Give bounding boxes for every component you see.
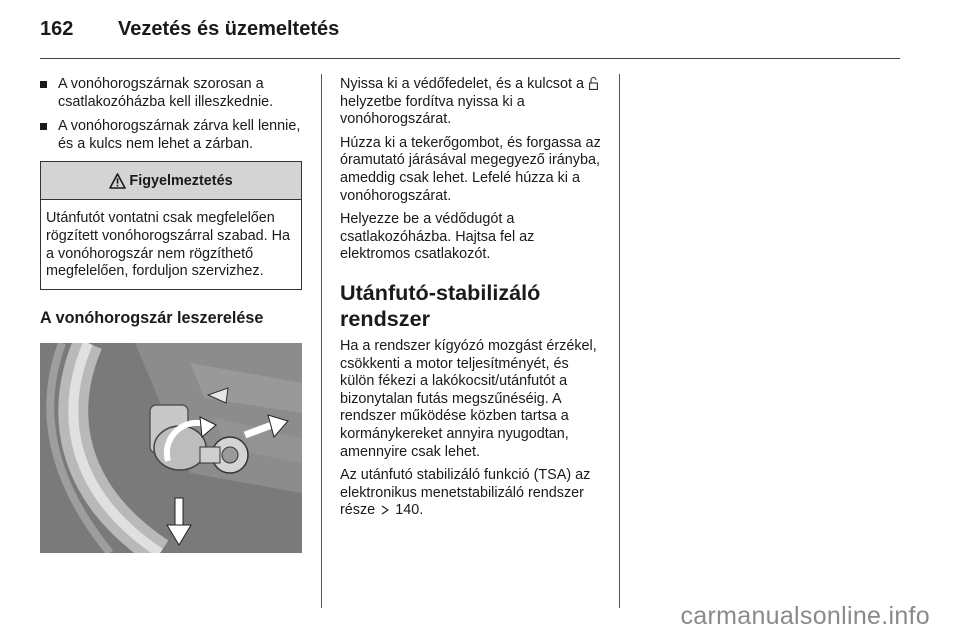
list-item (40, 118, 308, 153)
header-rule (40, 58, 900, 59)
warning-text: Utánfutót vontatni csak megfelelően rögzített vonóhorogszárral szabad. Ha a vonóhorogszár nem rögzíthető megfelelően, forduljon szervizhez. (46, 210, 290, 280)
section-title: Utánfutó-stabilizáló rendszer (340, 279, 541, 331)
column-left (40, 76, 308, 553)
tow-bar-illustration-icon (40, 343, 302, 553)
bullet-square-icon (40, 123, 47, 130)
list-item-text: A vonóhorogszárnak zárva kell lennie, és a kulcs nem lehet a zárban. (58, 118, 301, 152)
chapter-title: Vezetés és üzemeltetés (118, 18, 340, 40)
page-reference-link[interactable]: 140. (395, 502, 424, 519)
paragraph-text: Nyissa ki a védőfedelet, és a kulcsot a (340, 76, 584, 92)
bullet-square-icon (40, 81, 47, 88)
paragraph-tsa (340, 467, 606, 520)
list-item (40, 76, 308, 111)
tow-bar-removal-illustration (40, 343, 302, 553)
watermark: carmanualsonline.info (680, 602, 930, 630)
warning-header (41, 162, 301, 200)
column-divider (321, 74, 322, 608)
page-number: 162 (40, 18, 74, 40)
bullet-list (40, 76, 308, 153)
column-divider (619, 74, 620, 608)
warning-triangle-icon (109, 173, 126, 189)
column-right (340, 76, 606, 526)
warning-box (40, 161, 302, 289)
subheading-tow-bar-removal: A vonóhorogszár leszerelése (40, 308, 264, 327)
paragraph-knob: Húzza ki a tekerőgombot, és forgassa az óramutató járásával megegyező irányba, ameddig csak lehet. Lefelé húzza ki a vonóhorogszárat. (340, 134, 601, 204)
paragraph-text: Az utánfutó stabilizáló funkció (TSA) az elektronikus menetstabilizáló rendszer része (340, 467, 591, 519)
page-header (40, 18, 339, 48)
paragraph-plug: Helyezze be a védődugót a csatlakozóházba. Hajtsa fel az elektromos csatlakozót. (340, 211, 535, 263)
paragraph-open-cover (340, 76, 606, 129)
key-unlocked-icon (589, 77, 598, 90)
paragraph-stabilizer: Ha a rendszer kígyózó mozgást érzékel, csökkenti a motor teljesítményét, és külön fékezi a lakókocsit/utánfutót a bizonytalan futás megszűnéséig. A rendszer működése közben tartsa a kormánykereket annyira nyugodtan, amennyire csak lehet. (340, 337, 597, 460)
page-reference-icon (381, 505, 389, 515)
paragraph-text: helyzetbe fordítva nyissa ki a vonóhorogszárat. (340, 93, 525, 128)
list-item-text: A vonóhorogszárnak szorosan a csatlakozóházba kell illeszkednie. (58, 76, 274, 110)
warning-title: Figyelmeztetés (129, 172, 233, 189)
